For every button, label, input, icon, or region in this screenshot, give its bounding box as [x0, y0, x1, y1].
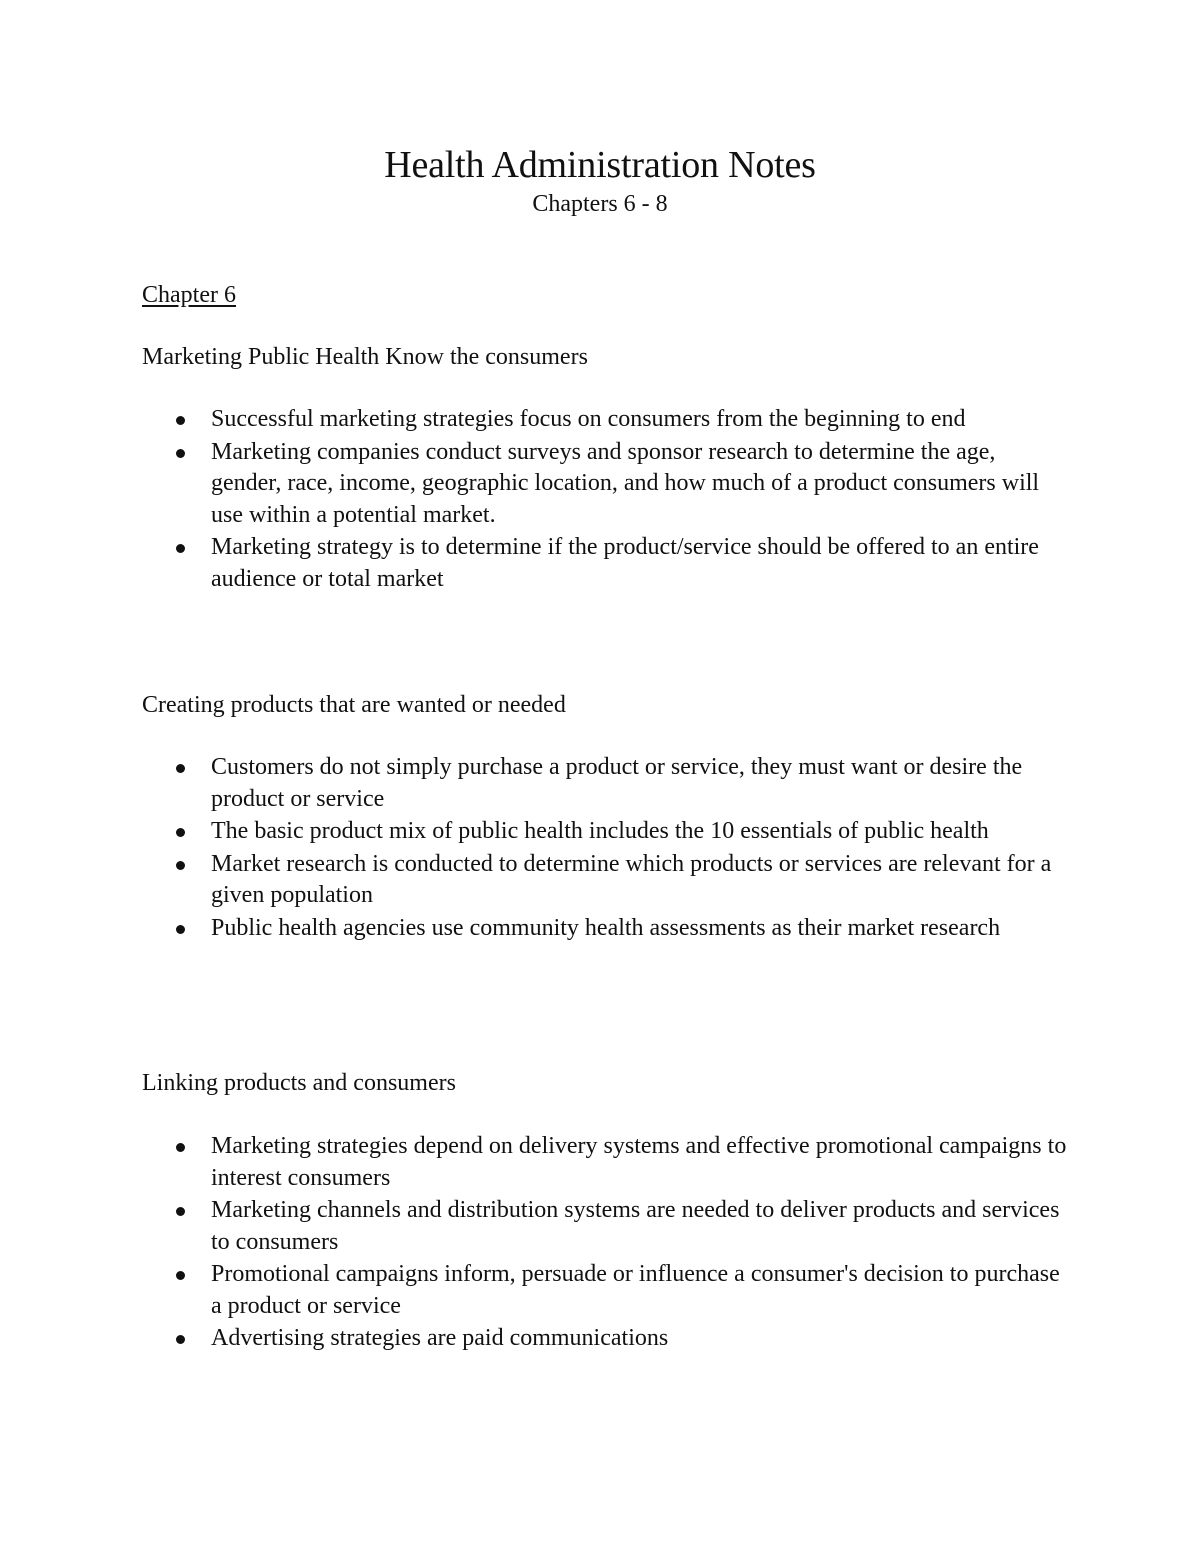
bullet-icon [176, 449, 185, 458]
list-item-text: Marketing strategy is to determine if the product/service should be offered to an entire audience or total market [211, 534, 1039, 592]
list-item [0, 437, 1071, 532]
list-item [0, 849, 1071, 912]
bullet-list-linking-products [0, 1131, 1200, 1356]
list-item [0, 404, 1071, 436]
list-item-text: Marketing channels and distribution systems are needed to deliver products and services to consumers [211, 1197, 1060, 1255]
list-item-text: The basic product mix of public health includes the 10 essentials of public health [211, 818, 989, 844]
list-item-text: Advertising strategies are paid communications [211, 1325, 669, 1351]
bullet-icon [176, 1143, 185, 1152]
section-heading-creating-products: Creating products that are wanted or needed [142, 692, 566, 718]
list-item [0, 1259, 1071, 1322]
document-title: Health Administration Notes [384, 144, 816, 186]
list-item [0, 816, 1071, 848]
list-item-text: Promotional campaigns inform, persuade or influence a consumer's decision to purchase a product or service [211, 1261, 1060, 1319]
bullet-list-creating-products [0, 752, 1200, 945]
bullet-icon [176, 1335, 185, 1344]
list-item [0, 1195, 1071, 1258]
list-item [0, 752, 1071, 815]
list-item [0, 1131, 1071, 1194]
list-item-text: Market research is conducted to determine which products or services are relevant for a given population [211, 850, 1052, 908]
list-item [0, 532, 1071, 595]
bullet-icon [176, 861, 185, 870]
bullet-list-marketing [0, 404, 1200, 596]
list-item-text: Marketing strategies depend on delivery systems and effective promotional campaigns to interest consumers [211, 1133, 1067, 1191]
bullet-icon [176, 1207, 185, 1216]
document-subtitle: Chapters 6 - 8 [532, 191, 668, 217]
list-item-text: Customers do not simply purchase a product or service, they must want or desire the product or service [211, 754, 1023, 812]
list-item-text: Public health agencies use community health assessments as their market research [211, 914, 1001, 941]
bullet-icon [176, 764, 185, 773]
bullet-icon [176, 828, 185, 837]
bullet-icon [176, 416, 185, 425]
list-item [0, 1323, 1071, 1355]
bullet-icon [176, 925, 185, 934]
list-item [0, 913, 1071, 945]
bullet-icon [176, 544, 185, 553]
bullet-icon [176, 1271, 185, 1280]
section-heading-marketing: Marketing Public Health Know the consumers [142, 344, 588, 370]
chapter-heading: Chapter 6 [142, 282, 236, 308]
list-item-text: Successful marketing strategies focus on consumers from the beginning to end [211, 406, 966, 432]
list-item-text: Marketing companies conduct surveys and sponsor research to determine the age, gender, race, income, geographic location, and how much of a product consumers will use within a potential market. [211, 438, 1040, 528]
section-heading-linking-products: Linking products and consumers [142, 1070, 456, 1096]
